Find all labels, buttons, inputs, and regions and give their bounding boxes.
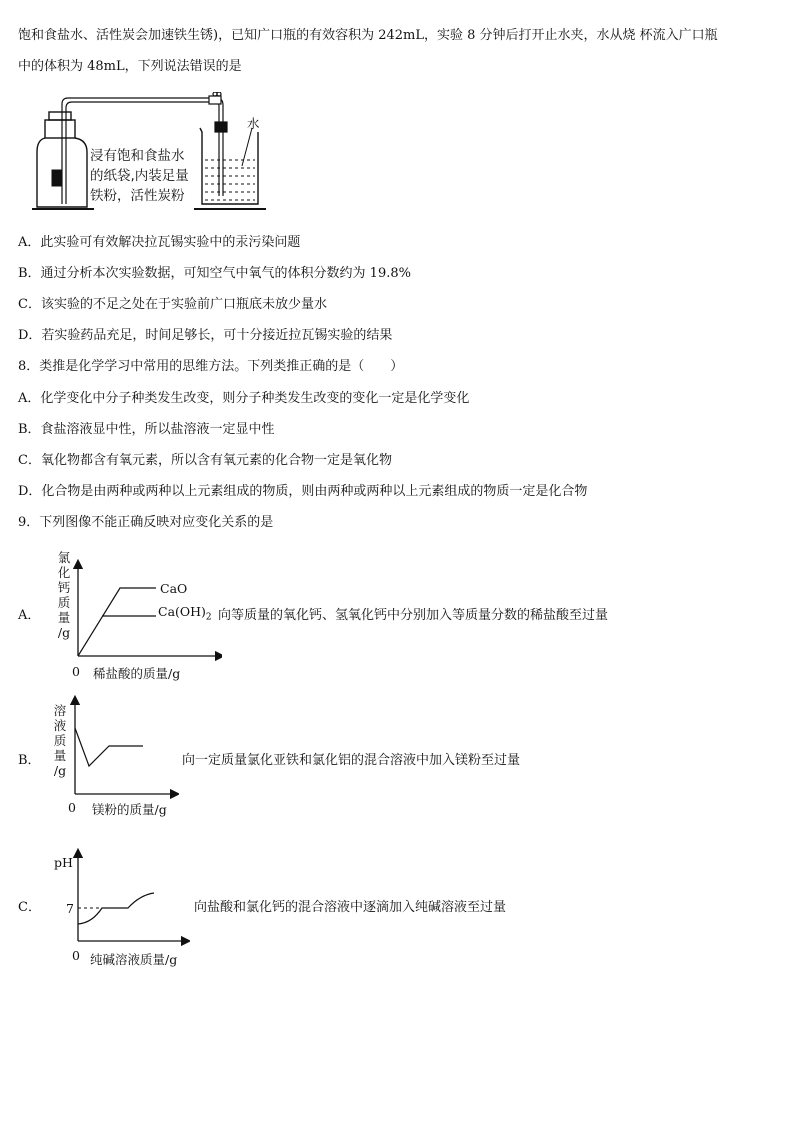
wide-mouth-bottle xyxy=(32,112,94,209)
graph-b-origin: 0 xyxy=(68,800,76,815)
q8-option-d: D．化合物是由两种或两种以上元素组成的物质，则由两种或两种以上元素组成的物质一定是化合物 xyxy=(18,484,588,499)
water-label: 水 xyxy=(247,116,260,131)
ylabel-char: /g xyxy=(57,625,71,640)
q7-option-d: D．若实验药品充足，时间足够长，可十分接近拉瓦锡实验的结果 xyxy=(18,328,393,343)
q8-option-a: A．化学变化中分子种类发生改变，则分子种类发生改变的变化一定是化学变化 xyxy=(18,391,470,406)
q9-stem: 9．下列图像不能正确反映对应变化关系的是 xyxy=(18,515,274,530)
bag-label-line: 铁粉，活性炭粉 xyxy=(90,188,185,204)
spring-clamp xyxy=(209,92,227,132)
graph-a-xlabel: 稀盐酸的质量/g xyxy=(93,666,181,681)
graph-b-ylabel xyxy=(52,703,68,778)
curve-ph xyxy=(78,893,154,924)
graph-c-origin: 0 xyxy=(72,948,80,963)
ylabel-char: 量 xyxy=(53,748,67,763)
ylabel-char: 化 xyxy=(57,565,71,580)
q7-option-b: B．通过分析本次实验数据，可知空气中氧气的体积分数约为 19.8% xyxy=(18,266,411,281)
ylabel-char: 钙 xyxy=(57,580,71,595)
q9-option-c-letter: C． xyxy=(18,900,41,915)
graph-a-description: 向等质量的氧化钙、氢氧化钙中分别加入等质量分数的稀盐酸至过量 xyxy=(218,608,609,623)
q9-option-a-letter: A． xyxy=(18,608,41,623)
bag-label-line: 浸有饱和食盐水 xyxy=(90,148,185,164)
curve-label-cao: CaO xyxy=(160,581,188,596)
paper-bag xyxy=(52,170,62,186)
ylabel-char: 质 xyxy=(53,733,67,748)
beaker-water xyxy=(205,160,255,200)
curve-label-caoh2-text: Ca(OH) xyxy=(158,604,206,619)
q8-option-b: B．食盐溶液显中性，所以盐溶液一定显中性 xyxy=(18,422,275,437)
bag-label xyxy=(90,146,189,206)
graph-a-origin: 0 xyxy=(72,664,80,679)
curve-cao xyxy=(78,588,156,656)
bag-label-line: 的纸袋,内装足量 xyxy=(90,168,189,184)
ylabel-char: /g xyxy=(53,763,67,778)
graph-b-plot xyxy=(69,694,179,800)
graph-c-ylabel: pH xyxy=(54,855,73,870)
q7-option-a: A．此实验可有效解决拉瓦锡实验中的汞污染问题 xyxy=(18,235,301,250)
curve-solution-mass xyxy=(75,728,143,766)
graph-c-description: 向盐酸和氯化钙的混合溶液中逐滴加入纯碱溶液至过量 xyxy=(194,900,507,915)
graph-c-xlabel: 纯碱溶液质量/g xyxy=(90,952,178,967)
q7-stem-line-1: 饱和食盐水、活性炭会加速铁生锈)，已知广口瓶的有效容积为 242mL，实验 8 分钟后打开止水夹，水从烧 杯流入广口瓶 xyxy=(18,28,718,43)
graph-c-plot xyxy=(72,847,190,947)
q7-option-c: C．该实验的不足之处在于实验前广口瓶底未放少量水 xyxy=(18,297,327,312)
q9-option-b-letter: B． xyxy=(18,753,41,768)
q7-stem-line-2: 中的体积为 48mL，下列说法错误的是 xyxy=(18,59,242,74)
graph-c-ytick-7: 7 xyxy=(66,901,74,916)
ylabel-char: 液 xyxy=(53,718,67,733)
ylabel-char: 质 xyxy=(57,595,71,610)
graph-b-xlabel: 镁粉的质量/g xyxy=(92,802,167,817)
curve-label-caoh2 xyxy=(158,604,212,623)
ylabel-char: 溶 xyxy=(53,703,67,718)
q8-option-c: C．氧化物都含有氧元素，所以含有氧元素的化合物一定是氧化物 xyxy=(18,453,392,468)
graph-a-ylabel xyxy=(56,550,72,640)
curve-label-caoh2-subscript: 2 xyxy=(205,612,212,623)
ylabel-char: 氯 xyxy=(57,550,71,565)
ylabel-char: 量 xyxy=(57,610,71,625)
graph-b-description: 向一定质量氯化亚铁和氯化铝的混合溶液中加入镁粉至过量 xyxy=(182,753,521,768)
q8-stem: 8．类推是化学学习中常用的思维方法。下列类推正确的是（ ） xyxy=(18,359,404,374)
